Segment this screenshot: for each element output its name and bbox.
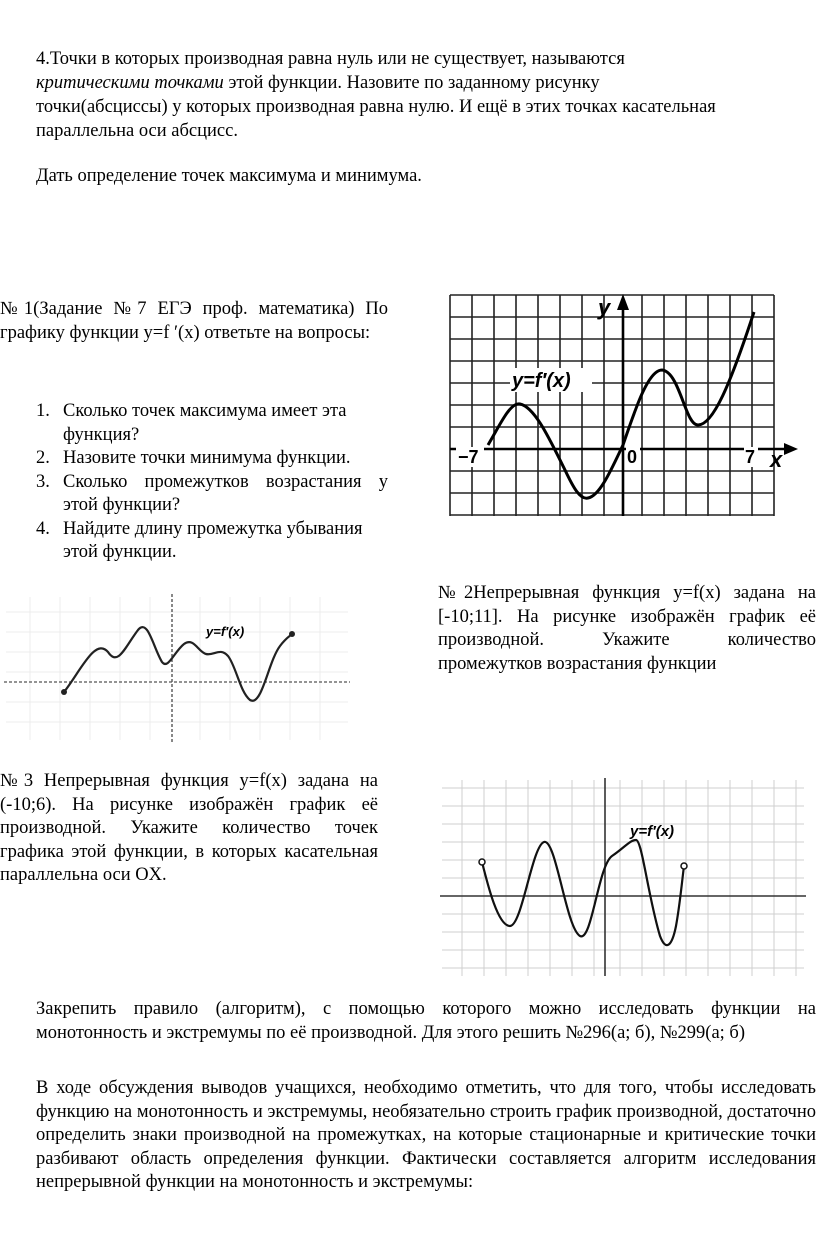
task1-text: №1(Задание №7 ЕГЭ проф. математика) По графику функции y=f ′(x) ответьте на вопросы:	[0, 299, 388, 343]
graph3-curve-label: y=f′(x)	[630, 823, 675, 840]
graph1-y-arrow	[617, 294, 629, 310]
question-number: 1.	[36, 401, 50, 421]
graph3-start-point	[479, 859, 485, 865]
graph1-y-label: y	[598, 295, 611, 320]
intro-line-4: параллельна оси абсцисс.	[36, 121, 238, 141]
graph1-tick-7: 7	[745, 447, 756, 467]
graph2-start-point	[61, 689, 67, 695]
task1-question	[36, 447, 388, 471]
task1-question-list	[36, 400, 388, 565]
graph1-tick-minus7: −7	[458, 447, 479, 467]
graph1-x-label: x	[770, 447, 783, 472]
graph3-end-point	[681, 863, 687, 869]
graph1-tick-zero: 0	[627, 447, 638, 467]
question-text: Найдите длину промежутка убывания этой функции.	[63, 518, 363, 562]
task1-question	[36, 471, 388, 518]
graph1-grid	[450, 295, 774, 516]
graph2-grid	[6, 597, 348, 740]
task1-question	[36, 518, 388, 565]
task3-text: №3 Непрерывная функция y=f(x) задана на (-10;6). На рисунке изображён график её производной. Укажите количество точек графика этой функции, в которых касательная параллельна оси OX.	[0, 771, 378, 885]
conclusion-paragraph-2: В ходе обсуждения выводов учащихся, необходимо отметить, что для того, чтобы исследовать функцию на монотонность и экстремумы, необязательно строить график производной, достаточно определить знаки производной на промежутках, на которые стационарные и критические точки разбивают область определения функции. Фактически составляется алгоритм исследования непрерывной функции на монотонность и экстремумы:	[36, 1078, 816, 1192]
intro-line-2-rest: этой функции. Назовите по заданному рисунку	[223, 73, 600, 93]
question-number: 3.	[36, 471, 50, 492]
question-text: Сколько точек максимума имеет эта функция?	[63, 401, 347, 445]
intro-line-2	[36, 72, 600, 96]
question-number: 4.	[36, 518, 50, 539]
intro-emphasis: критическими точками	[36, 73, 224, 93]
derivative-graph-2	[0, 592, 352, 742]
question-number: 2.	[36, 448, 50, 468]
graph3-grid	[442, 780, 804, 976]
graph2-derivative-curve	[64, 627, 292, 701]
graph3-derivative-curve	[482, 840, 684, 945]
graph2-end-point	[289, 631, 295, 637]
question-text: Назовите точки минимума функции.	[63, 448, 351, 468]
intro-line-5: Дать определение точек максимума и минимума.	[36, 166, 422, 186]
intro-line-1: 4.Точки в которых производная равна нуль или не существует, называются	[36, 49, 625, 69]
intro-line-3: точки(абсциссы) у которых производная равна нулю. И ещё в этих точках касательная	[36, 97, 716, 117]
task1-question	[36, 400, 388, 447]
graph2-curve-label: y=f′(x)	[206, 624, 245, 639]
conclusion-paragraph-1: Закрепить правило (алгоритм), с помощью которого можно исследовать функции на монотонность и экстремумы по её производной. Для этого решить №296(а; б), №299(а; б)	[36, 999, 816, 1043]
derivative-graph-3	[440, 776, 810, 978]
question-text: Сколько промежутков возрастания у этой функции?	[63, 471, 388, 515]
derivative-graph-1	[440, 290, 816, 520]
task2-text: №2Непрерывная функция y=f(x) задана на [-10;11]. На рисунке изображён график её производной. Укажите количество промежутков возрастания функции	[438, 583, 816, 674]
graph1-x-arrow	[784, 443, 798, 455]
graph1-curve-label: y=f′(x)	[512, 370, 571, 392]
